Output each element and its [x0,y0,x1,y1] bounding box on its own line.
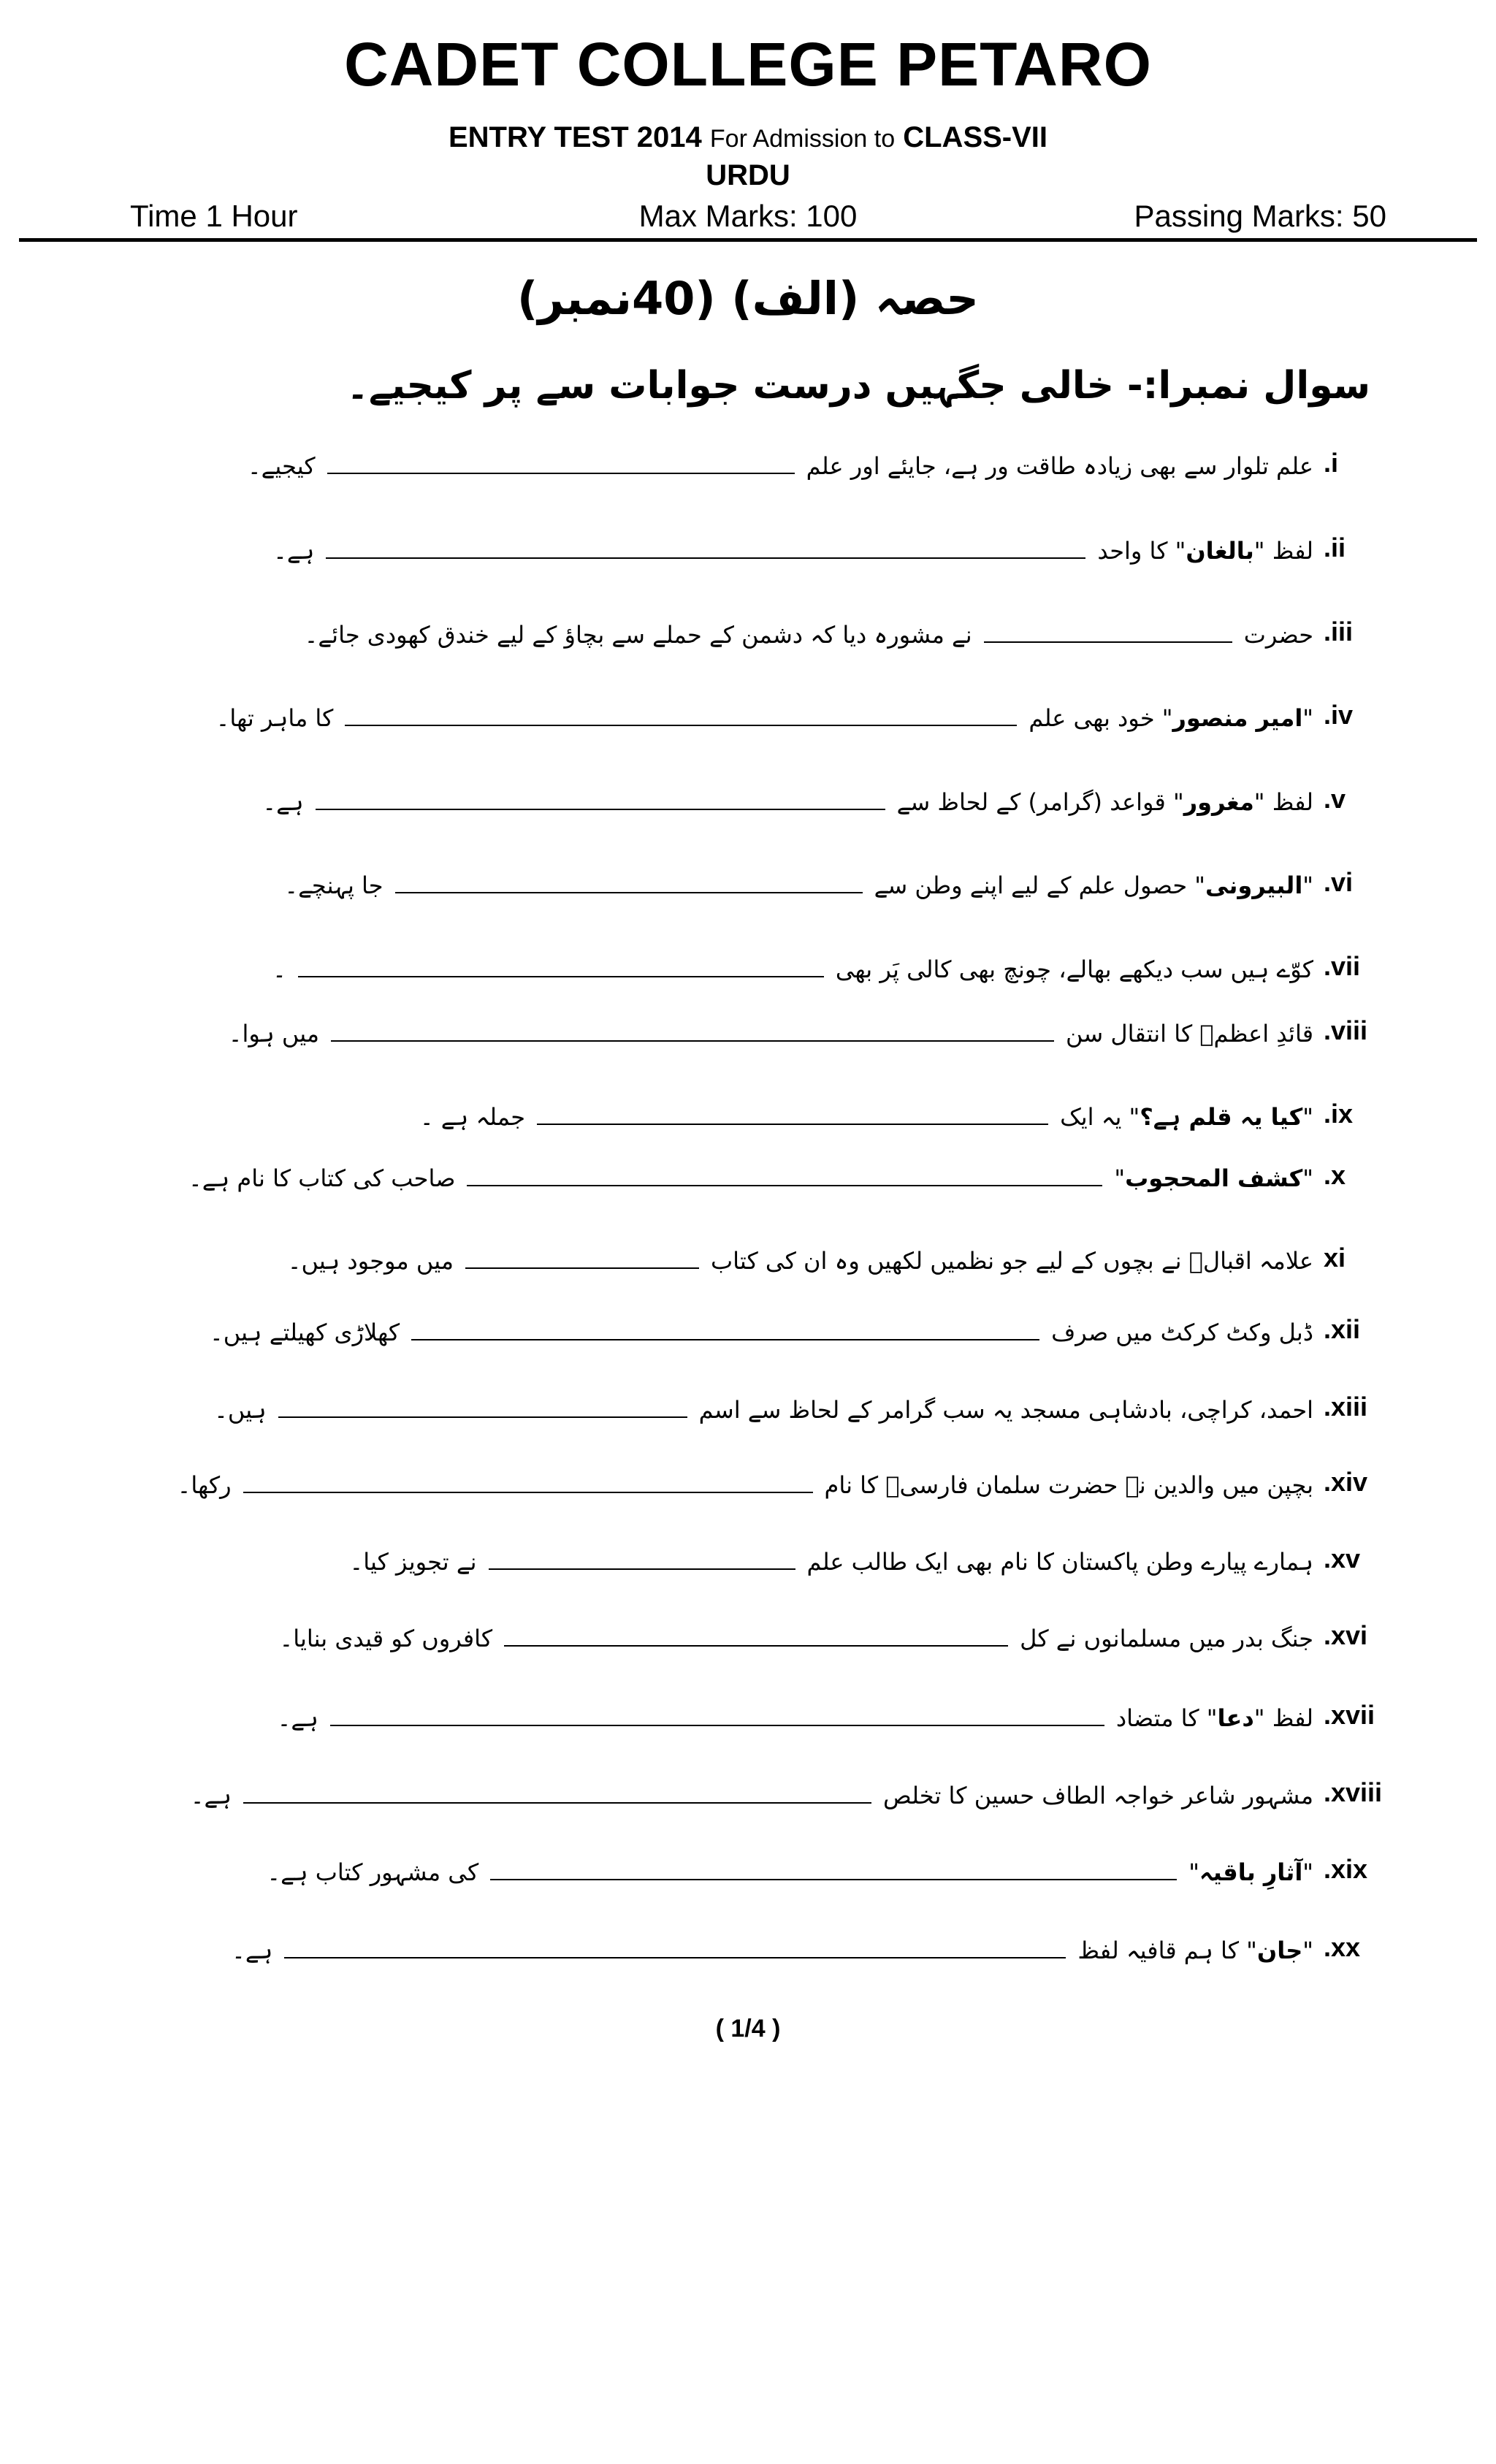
question-text [272,954,1313,983]
question-text-segment: کا ماہر تھا۔ [215,704,334,732]
entry-test-label: ENTRY TEST 2014 [448,121,702,153]
question-number: .xx [1324,1932,1361,1962]
question-row [0,1160,1496,1218]
test-subtitle [0,121,1496,154]
question-text-segment: جان [1256,1937,1303,1964]
question-text-segment: " [1302,871,1313,899]
answer-blank[interactable] [537,1102,1048,1125]
question-instruction: سوال نمبرا:- خالی جگہیں درست جوابات سے پر کیجیے۔ [346,364,1370,408]
question-number: .x [1324,1160,1346,1190]
answer-blank[interactable] [411,1317,1039,1340]
question-text-segment: احمد، کراچی، بادشاہی مسجد یہ سب گرامر کے لحاظ سے اسم [698,1396,1313,1424]
question-text-segment: دعا [1217,1704,1254,1732]
answer-blank[interactable] [345,703,1017,726]
question-text [420,1102,1313,1131]
answer-blank[interactable] [243,1780,871,1804]
question-row [0,867,1496,926]
question-text-segment: کیجیے۔ [247,452,316,480]
class-label: CLASS-VII [903,121,1048,153]
question-text [305,619,1313,649]
question-text [214,1395,1313,1424]
question-number: .ix [1324,1099,1354,1129]
question-row [0,1099,1496,1157]
question-text [288,1246,1313,1275]
question-text-segment: جنگ بدر میں مسلمانوں نے کل [1020,1625,1313,1652]
question-row [0,448,1496,506]
question-number: .ii [1324,533,1346,562]
question-text-segment: صاحب کی کتاب کا نام ہے۔ [188,1164,456,1192]
question-text [191,1780,1313,1809]
question-text-segment: ۔ [272,956,286,983]
question-text [267,1857,1313,1886]
question-text-segment: جملہ ہے ۔ [419,1103,526,1131]
question-text-segment: آثارِ باقیہ [1199,1858,1303,1886]
question-row [0,1314,1496,1373]
question-text-segment: میں ہوا۔ [228,1020,320,1048]
question-row [0,1243,1496,1301]
answer-blank[interactable] [504,1623,1008,1647]
question-text [273,535,1313,565]
question-text-segment: " [1302,1103,1313,1131]
question-text-segment: " کا واحد [1097,537,1186,565]
question-text [262,787,1313,816]
question-number: .iii [1324,617,1354,646]
question-number: .xviii [1324,1777,1383,1807]
question-text-segment: " [1188,1858,1199,1886]
question-text [232,1935,1313,1964]
question-number: .vi [1324,867,1354,897]
question-text [279,1623,1313,1652]
answer-blank[interactable] [984,619,1232,643]
question-text-segment: " [1302,1937,1313,1964]
question-text [278,1703,1313,1732]
answer-blank[interactable] [298,954,824,977]
question-text-segment: " [1114,1164,1126,1192]
question-row [0,1854,1496,1912]
question-text-segment: کشف المحجوب [1125,1164,1303,1192]
question-text-segment: ہے۔ [273,537,315,565]
question-number: .xiv [1324,1467,1368,1497]
question-text-segment: کھلاڑی کھیلتے ہیں۔ [210,1319,400,1346]
answer-blank[interactable] [243,1470,813,1493]
section-title: حصہ (الف) (40نمبر) [517,272,979,325]
question-text-segment: البیرونی [1205,871,1303,899]
answer-blank[interactable] [316,787,885,810]
question-text-segment: نے تجویز کیا۔ [349,1548,477,1576]
question-text-segment: ہیں۔ [214,1396,267,1424]
max-marks-label: Max Marks: 100 [638,199,858,233]
question-text [178,1470,1313,1499]
question-row [0,700,1496,758]
question-text-segment: نے مشورہ دیا کہ دشمن کے حملے سے بچاؤ کے لیے خندق کھودی جائے۔ [304,621,972,649]
question-row [0,1467,1496,1525]
answer-blank[interactable] [278,1395,687,1418]
question-row [0,1015,1496,1074]
school-title: CADET COLLEGE PETARO [344,30,1152,99]
admission-label: For Admission to [709,125,896,153]
passing-marks-label: Passing Marks: 50 [1134,199,1386,233]
question-text-segment: " قواعد (گرامر) کے لحاظ سے [896,788,1184,816]
question-text-segment: " حصول علم کے لیے اپنے وطن سے [874,871,1205,899]
question-text-segment: کی مشہور کتاب ہے۔ [267,1858,479,1886]
question-text-segment: رکھا۔ [177,1471,232,1499]
question-row [0,784,1496,842]
answer-blank[interactable] [395,870,863,893]
question-text [248,451,1313,480]
question-number: .vii [1324,951,1361,981]
question-number: .xv [1324,1544,1361,1574]
question-text-segment: " [1302,704,1313,732]
question-text-segment: بچپن میں والدین نے حضرت سلمان فارسیؓ کا نام [824,1471,1313,1499]
question-row [0,617,1496,675]
time-label: Time 1 Hour [130,199,298,233]
question-number: .xix [1324,1854,1368,1884]
question-text [229,1018,1313,1048]
answer-blank[interactable] [326,535,1085,559]
question-text-segment: " یہ ایک [1060,1103,1140,1131]
question-row [0,1620,1496,1679]
question-text-segment: ہے۔ [232,1937,273,1964]
answer-blank[interactable] [489,1546,795,1570]
question-text-segment: مشہور شاعر خواجہ الطاف حسین کا تخلص [883,1782,1313,1809]
question-number: .xii [1324,1314,1361,1344]
question-text-segment: کیا یہ قلم ہے؟ [1140,1103,1303,1131]
question-row [0,533,1496,591]
question-text-segment: لفظ " [1253,1704,1313,1732]
question-text-segment: جا پہنچے۔ [284,871,383,899]
question-number: .viii [1324,1015,1368,1045]
subject-label: URDU [706,159,790,191]
answer-blank[interactable] [330,1703,1104,1726]
question-text-segment: علم تلوار سے بھی زیادہ طاقت ور ہے، جایئے اور علم [806,452,1313,480]
question-number: .xvii [1324,1700,1375,1730]
answer-blank[interactable] [284,1935,1066,1958]
question-row [0,1777,1496,1836]
header-rule [19,238,1477,242]
question-number: xi [1324,1243,1346,1273]
question-text-segment: میں موجود ہیں۔ [287,1247,454,1275]
question-text [188,1163,1313,1192]
question-number: .iv [1324,700,1354,730]
question-text-segment: ہے۔ [262,788,304,816]
question-text [216,703,1313,732]
question-text [284,870,1313,899]
question-row [0,951,1496,1010]
question-text-segment: " کا ہم قافیہ لفظ [1077,1937,1257,1964]
question-text-segment: لفظ " [1253,537,1313,565]
question-text-segment: مغرور [1183,788,1254,816]
question-text-segment: " خود بھی علم [1028,704,1173,732]
question-number: .xiii [1324,1392,1368,1422]
question-text-segment: " [1302,1164,1313,1192]
question-text-segment: ہے۔ [277,1704,318,1732]
question-text [210,1317,1313,1346]
question-number: .v [1324,784,1346,814]
answer-blank[interactable] [327,451,795,474]
question-number: .xvi [1324,1620,1368,1650]
question-text-segment: امیر منصور [1172,704,1303,732]
question-text-segment: ڈبل وکٹ کرکٹ میں صرف [1051,1319,1313,1346]
question-text-segment: ہمارے پیارے وطن پاکستان کا نام بھی ایک طالب علم [806,1548,1313,1576]
question-text-segment: کافروں کو قیدی بنایا۔ [279,1625,493,1652]
question-text-segment: کوّے ہیں سب دیکھے بھالے، چونچ بھی کالی پَر بھی [835,956,1313,983]
question-row [0,1544,1496,1602]
answer-blank[interactable] [331,1018,1054,1042]
question-number: .i [1324,448,1339,478]
question-text-segment: علامہ اقبالؒ نے بچوں کے لیے جو نظمیں لکھیں وہ ان کی کتاب [710,1247,1313,1275]
answer-blank[interactable] [467,1163,1102,1186]
page-number: ( 1/4 ) [715,2015,781,2042]
question-text-segment: " کا متضاد [1115,1704,1218,1732]
question-row [0,1392,1496,1450]
question-row [0,1932,1496,1991]
question-text [349,1546,1313,1576]
answer-blank[interactable] [465,1246,699,1269]
question-row [0,1700,1496,1758]
question-text-segment: " [1302,1858,1313,1886]
question-text-segment: قائدِ اعظمؒ کا انتقال سن [1066,1020,1313,1048]
question-text-segment: حضرت [1243,621,1313,649]
question-text-segment: لفظ " [1253,788,1313,816]
answer-blank[interactable] [490,1857,1177,1880]
question-text-segment: ہے۔ [190,1782,232,1809]
question-text-segment: بالغان [1186,537,1254,565]
